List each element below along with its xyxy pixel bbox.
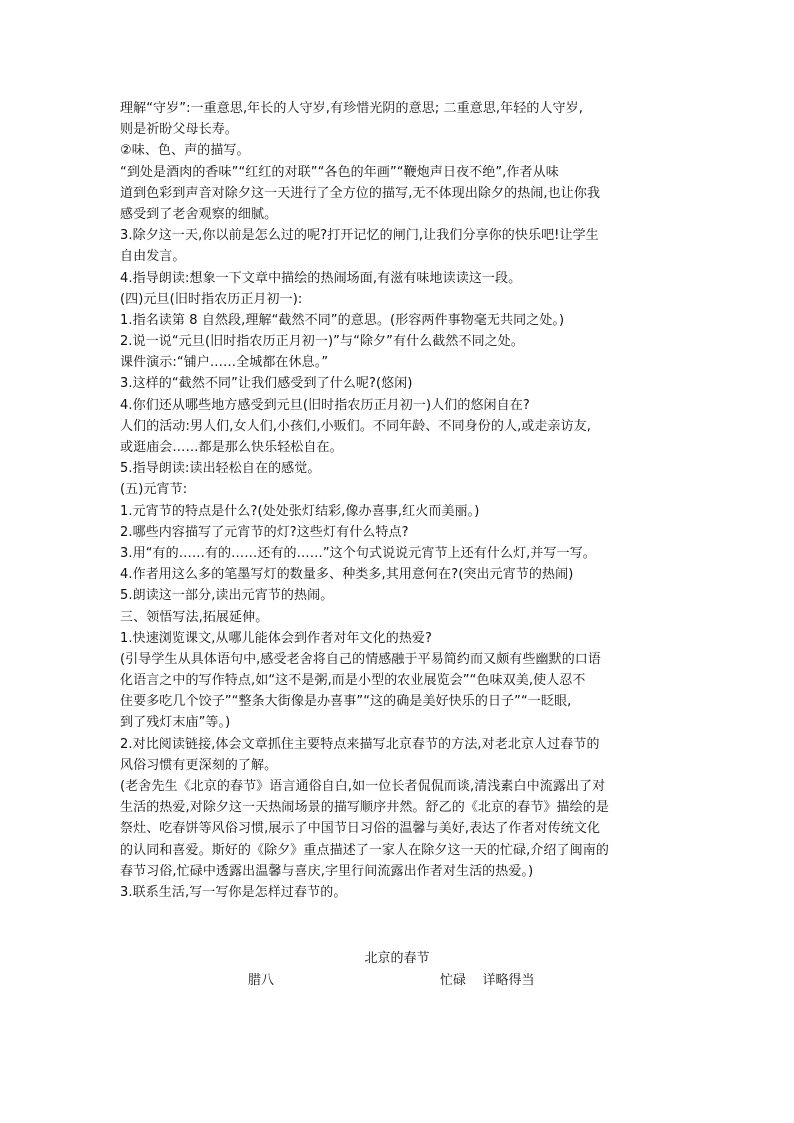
text-line: (五)元宵节:	[120, 482, 188, 498]
board-right-label: 忙碌 详略得当	[440, 973, 535, 988]
text-line: 住要多吃几个饺子”“整条大街像是办喜事”“这的确是美好快乐的日子”“一眨眼,	[120, 694, 572, 710]
text-line: 1.指名读第 8 自然段,理解“截然不同”的意思。(形容两件事物毫无共同之处。)	[120, 312, 565, 328]
text-line: 化语言之中的写作特点,如“这不是粥,而是小型的农业展览会”“色味双美,使人忍不	[120, 673, 586, 689]
text-line: 4.作者用这么多的笔墨写灯的数量多、种类多,其用意何在?(突出元宵节的热闹)	[120, 567, 574, 583]
text-line: 1.快速浏览课文,从哪儿能体会到作者对年文化的热爱?	[120, 630, 433, 646]
text-line: 4.你们还从哪些地方感受到元旦(旧时指农历正月初一)人们的悠闲自在?	[120, 397, 530, 413]
text-line: (引导学生从具体语句中,感受老舍将自己的情感融于平易简约而又颇有些幽默的口语	[120, 651, 602, 667]
text-line: 理解“守岁”:一重意思,年长的人守岁,有珍惜光阴的意思; 二重意思,年轻的人守岁,	[120, 101, 583, 116]
text-line: 3.除夕这一天,你以前是怎么过的呢?打开记忆的闸门,让我们分享你的快乐吧!让学生	[120, 228, 599, 244]
text-line: 三、领悟写法,拓展延伸。	[120, 609, 269, 625]
text-line: 的认同和喜爱。斯好的《除夕》重点描述了一家人在除夕这一天的忙碌,介绍了闽南的	[120, 842, 609, 858]
text-line: 到了残灯末庙”等。)	[120, 715, 231, 731]
text-line: 课件演示:“铺户……全城都在休息。”	[120, 355, 329, 371]
text-line: 则是祈盼父母长寿。	[120, 122, 238, 138]
text-line: “到处是酒肉的香味”“红红的对联”“各色的年画”“鞭炮声日夜不绝”,作者从味	[120, 164, 559, 180]
text-line: 3.这样的“截然不同”让我们感受到了什么呢?(悠闲)	[120, 376, 413, 392]
text-line: 2.对比阅读链接,体会文章抓住主要特点来描写北京春节的方法,对老北京人过春节的	[120, 736, 600, 752]
text-line: 4.指导朗读:想象一下文章中描绘的热闹场面,有滋有味地读读这一段。	[120, 270, 522, 286]
text-line: 风俗习惯有更深刻的了解。	[120, 757, 278, 773]
text-line: 2.说一说“元旦(旧时指农历正月初一)”与“除夕”有什么截然不同之处。	[120, 334, 524, 350]
text-line: (老舍先生《北京的春节》语言通俗自白,如一位长者侃侃而谈,清浅素白中流露出了对	[120, 779, 606, 794]
text-line: 生活的热爱,对除夕这一天热闹场景的描写顺序井然。舒乙的《北京的春节》描绘的是	[120, 800, 609, 816]
text-line: 人们的活动:男人们,女人们,小孩们,小贩们。不同年龄、不同身份的人,或走亲访友,	[120, 418, 592, 434]
text-line: 或逛庙会……都是那么快乐轻松自在。	[120, 440, 343, 455]
text-line: 3.联系生活,写一写你是怎样过春节的。	[120, 884, 347, 900]
text-line: 3.用“有的……有的……还有的……”这个句式说说元宵节上还有什么灯,并写一写。	[120, 545, 596, 561]
text-line: 自由发言。	[120, 249, 186, 265]
text-line: 感受到了老舍观察的细腻。	[120, 206, 278, 222]
text-line: 2.哪些内容描写了元宵节的灯?这些灯有什么特点?	[120, 524, 409, 540]
board-title: 北京的春节	[364, 951, 430, 966]
text-line: 5.朗读这一部分,读出元宵节的热闹。	[120, 588, 334, 604]
text-line: 祭灶、吃春饼等风俗习惯,展示了中国节日习俗的温馨与美好,表达了作者对传统文化	[120, 821, 601, 837]
text-line: 5.指导朗读:读出轻松自在的感觉。	[120, 461, 321, 477]
text-line: 1.元宵节的特点是什么?(处处张灯结彩,像办喜事,红火而美丽。)	[120, 503, 480, 519]
text-line: 道到色彩到声音对除夕这一天进行了全方位的描写,无不体现出除夕的热闹,也让你我	[120, 185, 601, 201]
text-line: ②味、色、声的描写。	[120, 143, 250, 159]
text-line: (四)元旦(旧时指农历正月初一):	[120, 291, 303, 307]
lesson-text	[120, 98, 680, 903]
board-left-label: 腊八	[248, 973, 275, 988]
text-line: 春节习俗,忙碌中透露出温馨与喜庆,字里行间流露出作者对生活的热爱。)	[120, 863, 534, 879]
